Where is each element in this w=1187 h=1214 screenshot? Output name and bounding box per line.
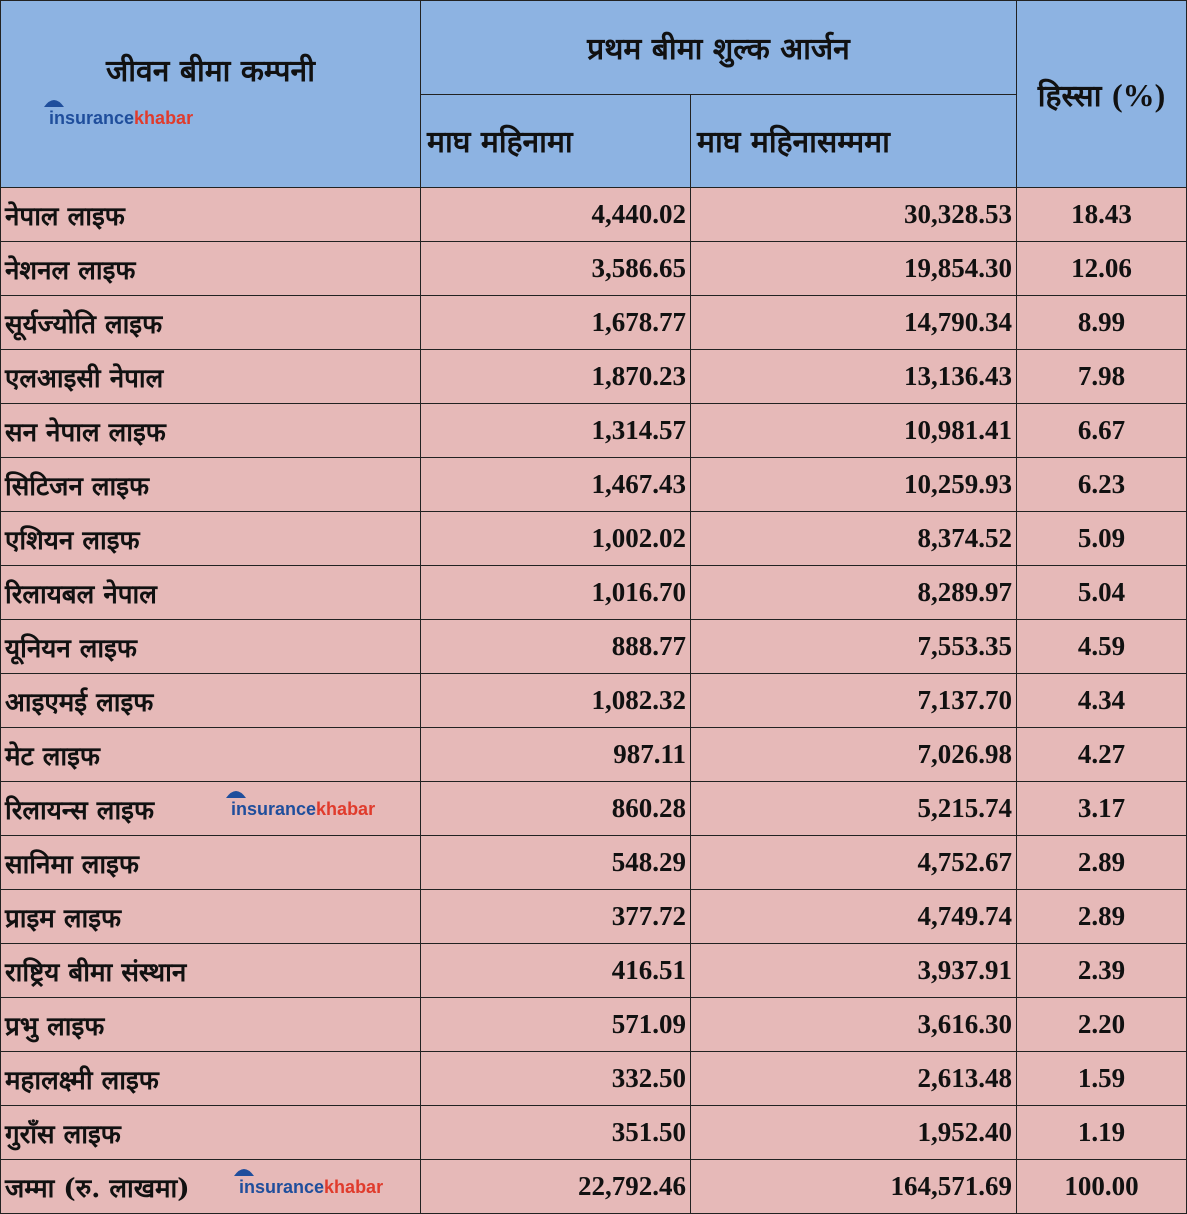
month-premium-cell: 22,792.46 bbox=[421, 1160, 691, 1214]
table-row bbox=[1, 566, 1187, 620]
month-premium-cell: 377.72 bbox=[421, 890, 691, 944]
company-name-cell: सूर्यज्योति लाइफ bbox=[1, 296, 421, 350]
company-name-cell: महालक्ष्मी लाइफ bbox=[1, 1052, 421, 1106]
share-cell: 3.17 bbox=[1017, 782, 1187, 836]
company-name-cell: एलआइसी नेपाल bbox=[1, 350, 421, 404]
company-name-cell: प्राइम लाइफ bbox=[1, 890, 421, 944]
share-cell: 5.04 bbox=[1017, 566, 1187, 620]
company-name-cell: नेपाल लाइफ bbox=[1, 188, 421, 242]
cumulative-premium-cell: 3,937.91 bbox=[691, 944, 1017, 998]
insurancekhabar-logo: insurance khabar bbox=[49, 109, 193, 127]
month-premium-cell: 1,016.70 bbox=[421, 566, 691, 620]
month-premium-cell: 332.50 bbox=[421, 1052, 691, 1106]
table-row bbox=[1, 1106, 1187, 1160]
share-cell: 5.09 bbox=[1017, 512, 1187, 566]
company-name-cell: नेशनल लाइफ bbox=[1, 242, 421, 296]
umbrella-icon bbox=[43, 97, 65, 111]
month-premium-cell: 1,870.23 bbox=[421, 350, 691, 404]
cumulative-premium-cell: 14,790.34 bbox=[691, 296, 1017, 350]
cumulative-premium-cell: 13,136.43 bbox=[691, 350, 1017, 404]
cumulative-premium-cell: 7,137.70 bbox=[691, 674, 1017, 728]
company-name-cell: रिलायबल नेपाल bbox=[1, 566, 421, 620]
month-premium-cell: 571.09 bbox=[421, 998, 691, 1052]
header-share: हिस्सा (%) bbox=[1017, 1, 1187, 188]
insurancekhabar-logo: insurance khabar bbox=[239, 1178, 383, 1196]
table-row bbox=[1, 890, 1187, 944]
table-row bbox=[1, 350, 1187, 404]
header-month: माघ महिनामा bbox=[421, 94, 691, 188]
month-premium-cell: 987.11 bbox=[421, 728, 691, 782]
share-cell: 2.20 bbox=[1017, 998, 1187, 1052]
month-premium-cell: 416.51 bbox=[421, 944, 691, 998]
share-cell: 12.06 bbox=[1017, 242, 1187, 296]
share-cell: 8.99 bbox=[1017, 296, 1187, 350]
cumulative-premium-cell: 164,571.69 bbox=[691, 1160, 1017, 1214]
company-name-cell: सिटिजन लाइफ bbox=[1, 458, 421, 512]
table-row bbox=[1, 188, 1187, 242]
header-company-label: जीवन बीमा कम्पनी bbox=[106, 54, 315, 89]
share-cell: 2.89 bbox=[1017, 890, 1187, 944]
header-company bbox=[1, 1, 421, 188]
table-row bbox=[1, 944, 1187, 998]
month-premium-cell: 860.28 bbox=[421, 782, 691, 836]
table-row bbox=[1, 296, 1187, 350]
month-premium-cell: 1,002.02 bbox=[421, 512, 691, 566]
table-row bbox=[1, 512, 1187, 566]
table-row bbox=[1, 782, 1187, 836]
share-cell: 4.59 bbox=[1017, 620, 1187, 674]
cumulative-premium-cell: 19,854.30 bbox=[691, 242, 1017, 296]
month-premium-cell: 1,082.32 bbox=[421, 674, 691, 728]
month-premium-cell: 888.77 bbox=[421, 620, 691, 674]
table-row bbox=[1, 998, 1187, 1052]
header-first-premium: प्रथम बीमा शुल्क आर्जन bbox=[421, 1, 1017, 95]
share-cell: 1.59 bbox=[1017, 1052, 1187, 1106]
cumulative-premium-cell: 1,952.40 bbox=[691, 1106, 1017, 1160]
month-premium-cell: 548.29 bbox=[421, 836, 691, 890]
table-row bbox=[1, 458, 1187, 512]
month-premium-cell: 1,467.43 bbox=[421, 458, 691, 512]
cumulative-premium-cell: 10,259.93 bbox=[691, 458, 1017, 512]
table-row bbox=[1, 242, 1187, 296]
header-cumulative: माघ महिनासम्ममा bbox=[691, 94, 1017, 188]
cumulative-premium-cell: 10,981.41 bbox=[691, 404, 1017, 458]
share-cell: 6.23 bbox=[1017, 458, 1187, 512]
share-cell: 7.98 bbox=[1017, 350, 1187, 404]
month-premium-cell: 1,678.77 bbox=[421, 296, 691, 350]
table-row bbox=[1, 674, 1187, 728]
company-name-cell: सानिमा लाइफ bbox=[1, 836, 421, 890]
company-name-cell: आइएमई लाइफ bbox=[1, 674, 421, 728]
share-cell: 18.43 bbox=[1017, 188, 1187, 242]
table-row bbox=[1, 404, 1187, 458]
cumulative-premium-cell: 3,616.30 bbox=[691, 998, 1017, 1052]
cumulative-premium-cell: 7,553.35 bbox=[691, 620, 1017, 674]
month-premium-cell: 4,440.02 bbox=[421, 188, 691, 242]
month-premium-cell: 351.50 bbox=[421, 1106, 691, 1160]
share-cell: 4.34 bbox=[1017, 674, 1187, 728]
table-row bbox=[1, 728, 1187, 782]
company-name-cell: एशियन लाइफ bbox=[1, 512, 421, 566]
umbrella-icon bbox=[225, 788, 247, 802]
company-name-cell: प्रभु लाइफ bbox=[1, 998, 421, 1052]
cumulative-premium-cell: 30,328.53 bbox=[691, 188, 1017, 242]
company-name-cell: रिलायन्स लाइफ insurance khabar bbox=[1, 782, 421, 836]
cumulative-premium-cell: 4,749.74 bbox=[691, 890, 1017, 944]
company-name-cell: जम्मा (रु. लाखमा) insurance khabar bbox=[1, 1160, 421, 1214]
company-name-cell: राष्ट्रिय बीमा संस्थान bbox=[1, 944, 421, 998]
cumulative-premium-cell: 2,613.48 bbox=[691, 1052, 1017, 1106]
company-name-cell: गुराँस लाइफ bbox=[1, 1106, 421, 1160]
share-cell: 1.19 bbox=[1017, 1106, 1187, 1160]
table-row bbox=[1, 836, 1187, 890]
share-cell: 2.89 bbox=[1017, 836, 1187, 890]
table-row bbox=[1, 1052, 1187, 1106]
cumulative-premium-cell: 8,374.52 bbox=[691, 512, 1017, 566]
cumulative-premium-cell: 7,026.98 bbox=[691, 728, 1017, 782]
share-cell: 4.27 bbox=[1017, 728, 1187, 782]
company-name-cell: मेट लाइफ bbox=[1, 728, 421, 782]
month-premium-cell: 1,314.57 bbox=[421, 404, 691, 458]
table-row bbox=[1, 620, 1187, 674]
cumulative-premium-cell: 4,752.67 bbox=[691, 836, 1017, 890]
share-cell: 6.67 bbox=[1017, 404, 1187, 458]
company-name-cell: यूनियन लाइफ bbox=[1, 620, 421, 674]
cumulative-premium-cell: 8,289.97 bbox=[691, 566, 1017, 620]
company-name-cell: सन नेपाल लाइफ bbox=[1, 404, 421, 458]
insurancekhabar-logo: insurance khabar bbox=[231, 800, 375, 818]
share-cell: 2.39 bbox=[1017, 944, 1187, 998]
cumulative-premium-cell: 5,215.74 bbox=[691, 782, 1017, 836]
share-cell: 100.00 bbox=[1017, 1160, 1187, 1214]
umbrella-icon bbox=[233, 1166, 255, 1180]
month-premium-cell: 3,586.65 bbox=[421, 242, 691, 296]
